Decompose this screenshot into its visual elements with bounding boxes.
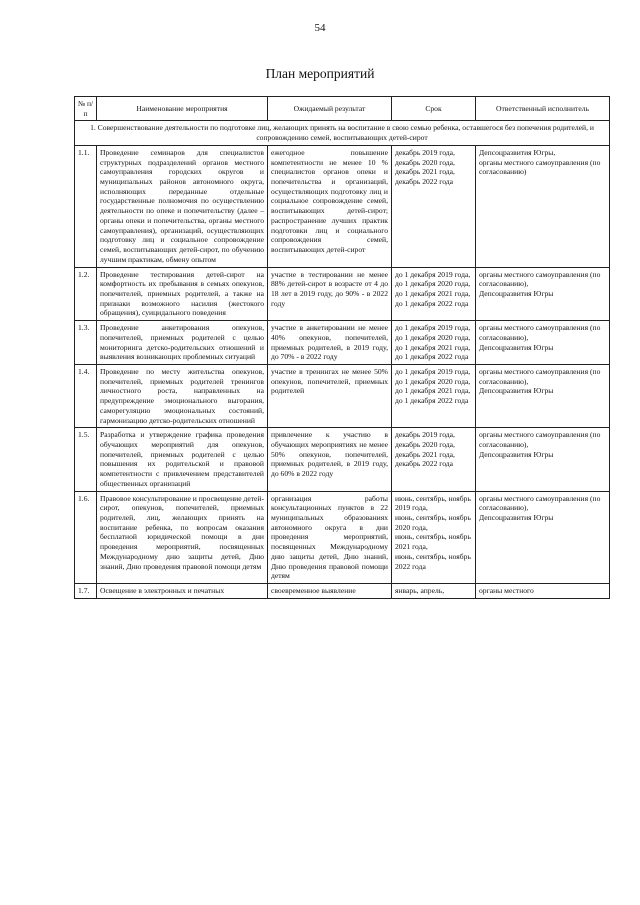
executor — [476, 364, 610, 427]
measure-name: Проведение семинаров для специалистов структурных подразделений органов местного самоуправления городских округов и муниципальных районов автономного округа, исполняющих переданные отдельные государственные полномочия по осуществлению деятельности по опеке и попечительству (далее – органы опеки и попечительства, органы местного самоуправления), организаций, осуществляющих подготовку лиц и социальное сопровождение семей, воспитывающих детей-сирот, по обучению лучшим практикам, обмену опытом — [97, 145, 268, 267]
header-name: Наименование мероприятия — [97, 97, 268, 121]
deadline — [392, 321, 476, 365]
table-row — [75, 321, 610, 365]
executor-line: Депсоцразвития Югры — [479, 288, 554, 298]
measure-name: Проведение анкетирования опекунов, попечителей, приемных родителей с целью мониторинга детско-родительских отношений и выявления возникающих проблемных ситуаций — [97, 321, 268, 365]
header-executor: Ответственный исполнитель — [476, 97, 610, 121]
measure-name: Разработка и утверждение графика проведения обучающих мероприятий для опекунов, попечителей, приемных родителей с целью повышения их родительской и правовой компетентности с привлечением представителей общественных организаций — [97, 428, 268, 491]
row-number: 1.6. — [75, 491, 97, 583]
header-result: Ожидаемый результат — [268, 97, 392, 121]
executor-line: Депсоцразвития Югры — [479, 449, 554, 459]
deadline-line: до 1 декабря 2020 года, — [395, 332, 471, 342]
deadline-line: до 1 декабря 2019 года, — [395, 366, 471, 376]
deadline-line: декабрь 2022 года — [395, 459, 454, 469]
executor-line: Депсоцразвития Югры, — [479, 147, 556, 157]
executor-line: органы местного самоуправления (по согласованию), — [479, 430, 601, 449]
row-number: 1.3. — [75, 321, 97, 365]
header-term: Срок — [392, 97, 476, 121]
deadline-line: декабрь 2022 года — [395, 177, 454, 187]
deadline — [392, 584, 476, 599]
deadline-line: декабрь 2019 года, — [395, 147, 455, 157]
deadline-line: до 1 декабря 2021 года, — [395, 386, 471, 396]
deadline-line: до 1 декабря 2020 года, — [395, 376, 471, 386]
deadline — [392, 145, 476, 267]
executor — [476, 428, 610, 491]
page-title: План мероприятий — [265, 66, 375, 81]
expected-result: участие в анкетировании не менее 40% опекунов, попечителей, приемных родителей, в 2019 году, до 70% - в 2022 году — [268, 321, 392, 365]
table-row — [75, 428, 610, 491]
measure-name: Проведение по месту жительства опекунов, попечителей, приемных родителей тренингов личностного роста, направленных на предупреждение эмоционального выгорания, саморегуляцию эмоциональных состояний, гармонизацию детско-родительских отношений — [97, 364, 268, 427]
row-number: 1.2. — [75, 267, 97, 321]
row-number: 1.4. — [75, 364, 97, 427]
executor-line: Депсоцразвития Югры — [479, 386, 554, 396]
deadline — [392, 267, 476, 321]
deadline-line: 2020 года, — [395, 522, 428, 532]
expected-result: привлечение к участию в обучающих мероприятиях не менее 50% опекунов, попечителей, приемных родителей, в 2019 году, до 60% в 2022 году — [268, 428, 392, 491]
page-number: 54 — [314, 22, 326, 34]
executor — [476, 491, 610, 583]
table-row — [75, 145, 610, 267]
deadline-line: июнь, сентябрь, ноябрь — [395, 551, 471, 561]
table-row — [75, 584, 610, 599]
executor-line: органы местного самоуправления (по согласованию), — [479, 323, 601, 342]
deadline-line: до 1 декабря 2022 года — [395, 352, 469, 362]
row-number: 1.7. — [75, 584, 97, 599]
deadline-line: декабрь 2019 года, — [395, 430, 455, 440]
deadline-line: июнь, сентябрь, ноябрь — [395, 493, 471, 503]
measure-name: Правовое консультирование и просвещение детей-сирот, опекунов, попечителей, приемных родителей, лиц, желающих принять на воспитание ребенка, по вопросам оказания бесплатной юридической помощи в дни проведения мероприятий, посвященных Международному дню защиты детей, Дню знаний, Дню проведения правовой помощи детям — [97, 491, 268, 583]
executor-line: органы местного самоуправления (по согласованию), — [479, 493, 601, 513]
expected-result: своевременное выявление — [268, 584, 392, 599]
deadline-line: 2022 года — [395, 561, 426, 571]
header-row — [75, 97, 610, 121]
plan-table — [74, 96, 610, 599]
executor-line: Депсоцразвития Югры — [479, 342, 554, 352]
table-row — [75, 267, 610, 321]
deadline-line: декабрь 2021 года, — [395, 449, 455, 459]
deadline-line: 2019 года, — [395, 503, 428, 513]
deadline-line: до 1 декабря 2021 года, — [395, 342, 471, 352]
row-number: 1.1. — [75, 145, 97, 267]
executor — [476, 584, 610, 599]
deadline-line: июнь, сентябрь, ноябрь — [395, 532, 471, 542]
deadline-line: до 1 декабря 2019 года, — [395, 269, 471, 279]
executor — [476, 145, 610, 267]
deadline-line: до 1 декабря 2022 года — [395, 396, 469, 406]
executor-line: органы местного самоуправления (по согласованию) — [479, 157, 601, 177]
executor — [476, 267, 610, 321]
deadline — [392, 491, 476, 583]
executor-line: органы местного самоуправления (по согласованию), — [479, 366, 601, 386]
deadline-line: 2021 года, — [395, 542, 428, 552]
header-num: № п/п — [75, 97, 97, 121]
table-row — [75, 491, 610, 583]
measure-name: Проведение тестирования детей-сирот на комфортность их пребывания в семьях опекунов, попечителей, приемных родителей, а также на признаки возможного насилия (жестокого обращения), суицидального поведения — [97, 267, 268, 321]
deadline — [392, 428, 476, 491]
deadline-line: июнь, сентябрь, ноябрь — [395, 513, 471, 523]
executor-line: Депсоцразвития Югры — [479, 513, 554, 523]
section-row — [75, 121, 610, 145]
deadline — [392, 364, 476, 427]
executor-line: органы местного самоуправления (по согласованию), — [479, 269, 601, 289]
deadline-line: декабрь 2020 года, — [395, 157, 455, 167]
executor-line: органы местного — [479, 586, 534, 596]
expected-result: участие в тренингах не менее 50% опекунов, попечителей, приемных родителей — [268, 364, 392, 427]
deadline-line: до 1 декабря 2021 года, — [395, 288, 471, 298]
expected-result: участие в тестировании не менее 88% детей-сирот в возрасте от 4 до 18 лет в 2019 году, до 90% - в 2022 году — [268, 267, 392, 321]
deadline-line: декабрь 2020 года, — [395, 440, 455, 449]
table-row — [75, 364, 610, 427]
executor — [476, 321, 610, 365]
row-number: 1.5. — [75, 428, 97, 491]
section-title: 1. Совершенствование деятельности по подготовке лиц, желающих принять на воспитание в свою семью ребенка, оставшегося без попечения родителей, и сопровождению семей, воспитывающих детей-сирот — [75, 121, 610, 145]
measure-name: Освещение в электронных и печатных — [97, 584, 268, 599]
deadline-line: январь, апрель, — [395, 586, 445, 596]
expected-result: организация работы консультационных пунктов в 22 муниципальных образованиях автономного округа в дни проведения мероприятий, посвященных Международному дню защиты детей, Дню знаний, Дню проведения правовой помощи детям — [268, 491, 392, 583]
deadline-line: до 1 декабря 2019 года, — [395, 323, 471, 333]
deadline-line: до 1 декабря 2020 года, — [395, 279, 471, 289]
expected-result: ежегодное повышение компетентности не менее 10 % специалистов органов опеки и попечительства и организаций, осуществляющих подготовку лиц и социальное сопровождение семей, воспитывающих детей-сирот; распространение лучших практик подготовки лиц и социального сопровождения семей, воспитывающих детей-сирот — [268, 145, 392, 267]
deadline-line: декабрь 2021 года, — [395, 167, 455, 177]
deadline-line: до 1 декабря 2022 года — [395, 298, 469, 308]
